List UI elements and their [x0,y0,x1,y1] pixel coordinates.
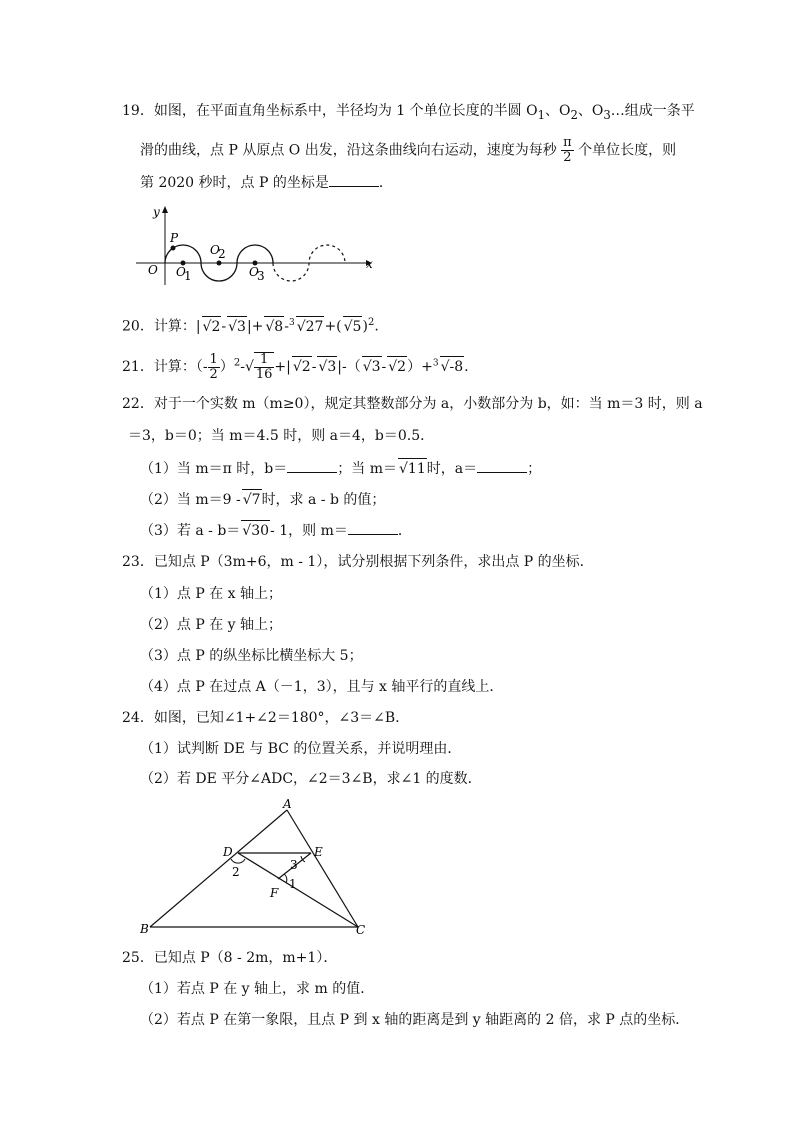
q24-line1: 24．如图，已知∠1+∠2＝180°，∠3＝∠B． [122,710,410,726]
answer-blank [329,174,379,187]
q23-part3: （3）点 P 的纵坐标比横坐标大 5； [140,648,363,664]
label-angle2: 2 [232,865,240,879]
q19-line3: 第 2020 秒时，点 P 的坐标是 ． [140,175,393,191]
label-f: F [270,886,279,900]
q19-line1: 19．如图，在平面直角坐标系中，半径均为 1 个单位长度的半圆 $O_1$、$O_2$、$O_3\dots$组成一条平 [122,103,695,122]
q23-part2: （2）点 P 在 y 轴上； [140,617,283,633]
q23-part1: （1）点 P 在 x 轴上； [140,586,283,602]
q19-line2: 滑的曲线，点 P 从原点 O 出发，沿这条曲线向右运动，速度为每秒 $\frac{\pi}{2}$ 个单位长度，则 [140,135,677,165]
answer-blank [477,460,527,473]
q24-part1: （1）试判断 DE 与 BC 的位置关系，并说明理由． [140,741,462,757]
radical-sign: √ [244,359,254,375]
label-b: B [140,922,149,936]
sqrt-fraction: $\frac{1}{16}$ [255,352,273,382]
label-x: x [366,257,373,271]
y-axis-arrow [162,206,168,213]
point-p [171,246,176,251]
segment-dc [238,853,358,927]
angle2-arc [231,859,245,863]
one-half-fraction: $\frac{1}{2}$ [209,351,218,382]
label-o3: O [249,265,259,279]
q24-part2: （2）若 DE 平分∠ADC，∠2＝3∠B，求∠1 的度数． [140,771,482,787]
label-angle1: 1 [289,877,297,891]
q20-line: 20．计算：| √2- √3|+ √8-$^3$ √27+( √5)$^2$. [122,317,379,335]
q23-line1: 23．已知点 P（3m+6，m - 1），试分别根据下列条件，求出点 P 的坐标． [122,554,594,570]
label-p: P [170,231,179,245]
q25-line1: 25．已知点 P（8 - 2m，m+1）． [122,950,338,966]
q22-line2: ＝3，b＝0；当 m＝4.5 时，则 a＝4，b＝0.5． [128,428,435,444]
q22-part1: （1）当 m＝π 时，b＝ ；当 m＝ √11时，a＝ ； [140,458,541,479]
pi-over-2-fraction: $\frac{\pi}{2}$ [563,135,572,165]
label-origin: O [148,263,158,277]
label-a: A [283,797,292,811]
label-e: E [314,845,323,859]
answer-blank [287,460,337,473]
label-o2: O [210,243,220,257]
segment-ac [287,810,358,927]
label-d: D [223,845,233,859]
label-o1: O [176,265,186,279]
label-o3-sub: 3 [257,269,265,283]
point-o2 [217,261,222,266]
label-o2-sub: 2 [218,247,226,261]
label-c: C [356,923,366,937]
q22-line1: 22．对于一个实数 m（m≥0），规定其整数部分为 a，小数部分为 b，如：当 m＝3 时，则 a [122,396,703,412]
label-angle3: 3 [290,858,298,872]
label-y: y [153,205,160,219]
label-o1-sub: 1 [184,269,192,283]
q23-part4: （4）点 P 在过点 A（－1，3），且与 x 轴平行的直线上． [140,679,504,695]
q19-figure [130,200,380,290]
q24-figure [130,790,380,940]
q21-line: 21．计算：（- $\frac{1}{2}$ ）$^2$-√ $\frac{1}{16}$ +| √2- √3|-（ √3- √2）+$^3$ √-8. [122,351,469,382]
q22-part2: （2）当 m＝9 - √7时，求 a - b 的值； [140,489,385,510]
q25-part1: （1）若点 P 在 y 轴上，求 m 的值． [140,981,375,997]
q22-part3: （3）若 a - b＝ √30- 1，则 m＝ ． [140,520,412,541]
segment-ab [150,810,287,927]
q25-part2: （2）若点 P 在第一象限，且点 P 到 x 轴的距离是到 y 轴距离的 2 倍，求 P 点的坐标． [140,1012,690,1028]
answer-blank [348,522,398,535]
